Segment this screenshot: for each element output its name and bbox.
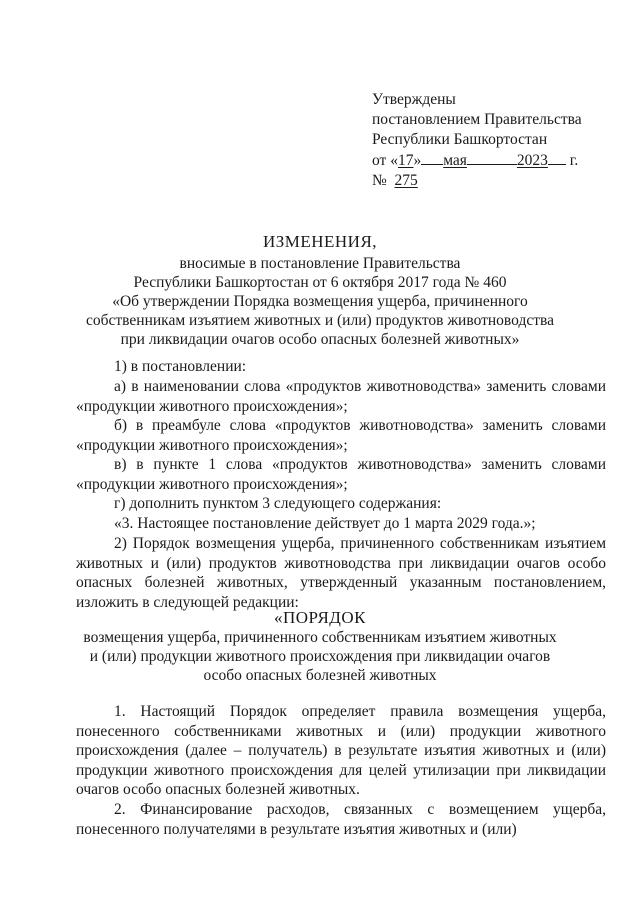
date-blank-3 bbox=[548, 150, 566, 165]
date-blank-1 bbox=[421, 150, 443, 165]
subtitle-line-2: Республики Башкортостан от 6 октября 2017 года № 460 bbox=[133, 274, 507, 291]
number-prefix: № bbox=[372, 172, 387, 189]
date-prefix: от « bbox=[372, 152, 398, 169]
body-paragraph-4: в) в пункте 1 слова «продуктов животноводства» заменить словами «продукции животного происхождения»; bbox=[76, 456, 606, 493]
approval-line-3: Республики Башкортостан bbox=[372, 131, 548, 148]
body-paragraph-3: б) в преамбуле слова «продуктов животноводства» заменить словами «продукции животного происхождения»; bbox=[76, 417, 606, 454]
date-mid: » bbox=[413, 152, 422, 169]
order-paragraph-2: 2. Финансирование расходов, связанных с возмещением ущерба, понесенного получателями в результате изъятия животных и (или) bbox=[76, 801, 606, 838]
date-suffix: г. bbox=[569, 152, 579, 169]
order-subtitle-line-1: возмещения ущерба, причиненного собственникам изъятием животных bbox=[83, 629, 557, 646]
order-subtitle-line-3: особо опасных болезней животных bbox=[203, 667, 437, 684]
order-subtitle bbox=[0, 628, 640, 685]
date-month: мая bbox=[443, 152, 467, 169]
body-paragraph-6: «3. Настоящее постановление действует до 1 марта 2029 года.»; bbox=[114, 515, 536, 532]
approval-line-1: Утверждены bbox=[372, 91, 456, 108]
date-blank-2 bbox=[467, 150, 517, 165]
subtitle-line-4: собственникам изъятием животных и (или) продуктов животноводства bbox=[86, 312, 554, 329]
subtitle-line-5: при ликвидации очагов особо опасных болезней животных» bbox=[120, 331, 520, 348]
body-paragraph-5: г) дополнить пунктом 3 следующего содержания: bbox=[114, 495, 442, 512]
order-paragraph-1: 1. Настоящий Порядок определяет правила возмещения ущерба, понесенного собственниками животных и (или) продукции животного происхождения (далее – получатель) в результате изъятия животных и (или) продукции животного происхождения для целей утилизации при ликвидации очагов особо опасных болезней животных. bbox=[76, 703, 606, 799]
subtitle-line-1: вносимые в постановление Правительства bbox=[179, 255, 461, 272]
body-paragraph-7: 2) Порядок возмещения ущерба, причиненного собственникам изъятием животных и (или) продуктов животноводства при ликвидации очагов особо опасных болезней животных, утвержденный указанным постановлением, изложить в следующей редакции: bbox=[76, 535, 606, 611]
body-paragraph-2: а) в наименовании слова «продуктов животноводства» заменить словами «продукции животного происхождения»; bbox=[76, 378, 606, 415]
changes-title: ИЗМЕНЕНИЯ, bbox=[262, 232, 378, 251]
changes-subtitle bbox=[0, 254, 640, 349]
approval-date bbox=[372, 150, 582, 171]
approval-number bbox=[372, 171, 582, 191]
number-value: 275 bbox=[394, 172, 418, 189]
order-title: «ПОРЯДОК bbox=[274, 608, 366, 627]
approval-line-2: постановлением Правительства bbox=[372, 111, 582, 128]
date-year: 2023 bbox=[516, 152, 548, 169]
body-paragraph-1: 1) в постановлении: bbox=[114, 358, 247, 375]
approval-block bbox=[372, 90, 582, 191]
order-subtitle-line-2: и (или) продукции животного происхождения при ликвидации очагов bbox=[89, 648, 551, 665]
date-day: 17 bbox=[397, 152, 414, 169]
subtitle-line-3: «Об утверждении Порядка возмещения ущерба, причиненного bbox=[112, 293, 528, 310]
